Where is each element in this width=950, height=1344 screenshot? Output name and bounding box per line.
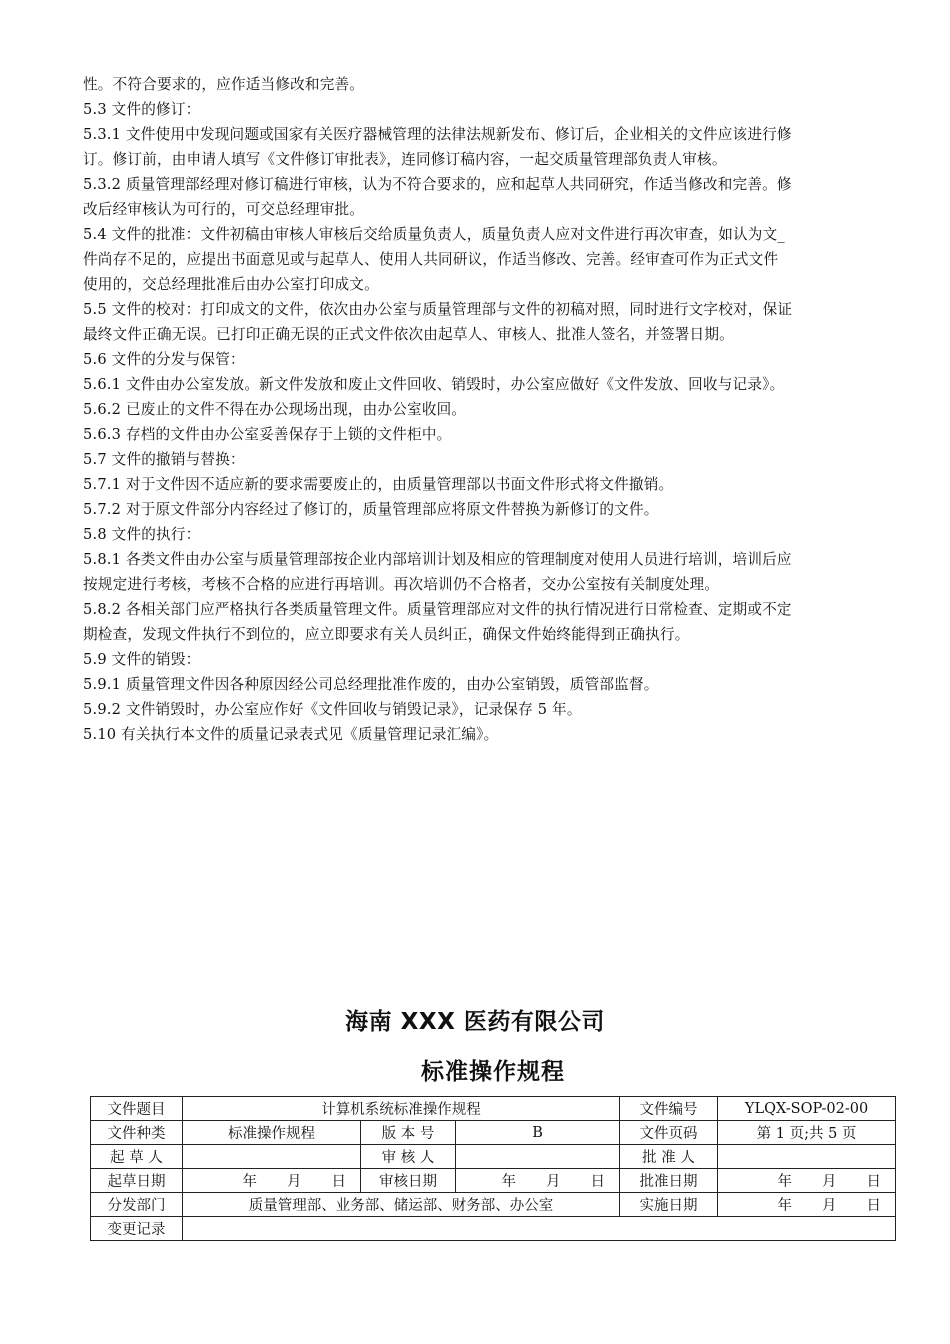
year-text: 年 [501,1174,517,1190]
day-text: 日 [590,1174,606,1190]
body-line: 最终文件正确无误。已打印正确无误的正式文件依次由起草人、审核人、批准人签名，并签署日期。 [83,326,734,343]
change-label: 变更记录 [91,1217,183,1241]
table-row [91,1169,896,1193]
day-text: 日 [866,1198,882,1214]
body-line: 5.4 文件的批准：文件初稿由审核人审核后交给质量负责人，质量负责人应对文件进行再次审查，如认为文_ [83,226,785,243]
body-line: 5.10 有关执行本文件的质量记录表式见《质量管理记录汇编》。 [83,726,499,743]
effective-date-value [718,1193,896,1217]
review-date-value [456,1169,620,1193]
body-line: 5.7.1 对于文件因不适应新的要求需要废止的，由质量管理部以书面文件形式将文件撤销。 [83,476,674,493]
drafter-label: 起 草 人 [91,1145,183,1169]
body-line: 5.7 文件的撤销与替换： [83,451,245,468]
document-body [83,72,883,747]
dept-label: 分发部门 [91,1193,183,1217]
reviewer-value [456,1145,620,1169]
effective-date-label: 实施日期 [620,1193,718,1217]
month-text: 月 [822,1198,837,1214]
version-value: B [456,1121,620,1145]
table-row [91,1097,896,1121]
body-line: 5.9 文件的销毁： [83,651,201,668]
approve-date-value [718,1169,896,1193]
body-line: 5.6 文件的分发与保管： [83,351,245,368]
number-value: YLQX-SOP-02-00 [718,1097,896,1121]
body-line: 5.5 文件的校对：打印成文的文件，依次由办公室与质量管理部与文件的初稿对照，同时进行文字校对，保证 [83,301,793,318]
body-line: 期检查，发现文件执行不到位的，应立即要求有关人员纠正，确保文件始终能得到正确执行。 [83,626,690,643]
table-row [91,1145,896,1169]
document-control-table [90,1096,896,1241]
body-line: 5.3 文件的修订： [83,101,201,118]
body-line: 使用的，交总经理批准后由办公室打印成文。 [83,276,379,293]
number-label: 文件编号 [620,1097,718,1121]
body-line: 订。修订前，由申请人填写《文件修订审批表》，连同修订稿内容，一起交质量管理部负责人审核。 [83,151,727,168]
month-text: 月 [546,1174,561,1190]
draft-date-value [183,1169,361,1193]
body-line: 5.6.3 存档的文件由办公室妥善保存于上锁的文件柜中。 [83,426,452,443]
year-text: 年 [777,1198,793,1214]
day-text: 日 [866,1174,882,1190]
year-text: 年 [777,1174,793,1190]
body-line: 件尚存不足的，应提出书面意见或与起草人、使用人共同研议，作适当修改、完善。经审查可作为正式文件 [83,251,779,268]
draft-date-label: 起草日期 [91,1169,183,1193]
body-line: 改后经审核认为可行的，可交总经理审批。 [83,201,365,218]
company-name: 海南 XXX 医药有限公司 [345,1009,605,1035]
document-type-title: 标准操作规程 [421,1059,565,1085]
body-line: 5.8.1 各类文件由办公室与质量管理部按企业内部培训计划及相应的管理制度对使用人员进行培训，培训后应 [83,551,792,568]
body-line: 5.8 文件的执行： [83,526,201,543]
change-value [183,1217,896,1241]
reviewer-label: 审 核 人 [361,1145,456,1169]
title-value: 计算机系统标准操作规程 [183,1097,620,1121]
body-line: 5.3.1 文件使用中发现问题或国家有关医疗器械管理的法律法规新发布、修订后，企业相关的文件应该进行修 [83,126,792,143]
approve-date-label: 批准日期 [620,1169,718,1193]
table-row [91,1121,896,1145]
version-label: 版 本 号 [361,1121,456,1145]
body-line: 5.6.2 已废止的文件不得在办公现场出现，由办公室收回。 [83,401,467,418]
body-line: 性。不符合要求的，应作适当修改和完善。 [83,76,365,93]
month-text: 月 [287,1174,302,1190]
table-row [91,1193,896,1217]
day-text: 日 [331,1174,346,1190]
kind-label: 文件种类 [91,1121,183,1145]
body-line: 5.3.2 质量管理部经理对修订稿进行审核，认为不符合要求的，应和起草人共同研究，作适当修改和完善。修 [83,176,792,193]
month-text: 月 [822,1174,837,1190]
body-line: 按规定进行考核，考核不合格的应进行再培训。再次培训仍不合格者，交办公室按有关制度处理。 [83,576,720,593]
year-text: 年 [242,1174,257,1190]
page-value: 第 1 页;共 5 页 [718,1121,896,1145]
review-date-label: 审核日期 [361,1169,456,1193]
body-line: 5.9.1 质量管理文件因各种原因经公司总经理批准作废的，由办公室销毁，质管部监督。 [83,676,659,693]
approver-label: 批 准 人 [620,1145,718,1169]
kind-value: 标准操作规程 [183,1121,361,1145]
approver-value [718,1145,896,1169]
page-label: 文件页码 [620,1121,718,1145]
body-line: 5.7.2 对于原文件部分内容经过了修订的，质量管理部应将原文件替换为新修订的文件。 [83,501,659,518]
table-row [91,1217,896,1241]
body-line: 5.6.1 文件由办公室发放。新文件发放和废止文件回收、销毁时，办公室应做好《文件发放、回收与记录》。 [83,376,785,393]
body-line: 5.9.2 文件销毁时，办公室应作好《文件回收与销毁记录》，记录保存 5 年。 [83,701,582,718]
title-label: 文件题目 [91,1097,183,1121]
drafter-value [183,1145,361,1169]
dept-value: 质量管理部、业务部、储运部、财务部、办公室 [183,1193,620,1217]
body-line: 5.8.2 各相关部门应严格执行各类质量管理文件。质量管理部应对文件的执行情况进行日常检查、定期或不定 [83,601,792,618]
